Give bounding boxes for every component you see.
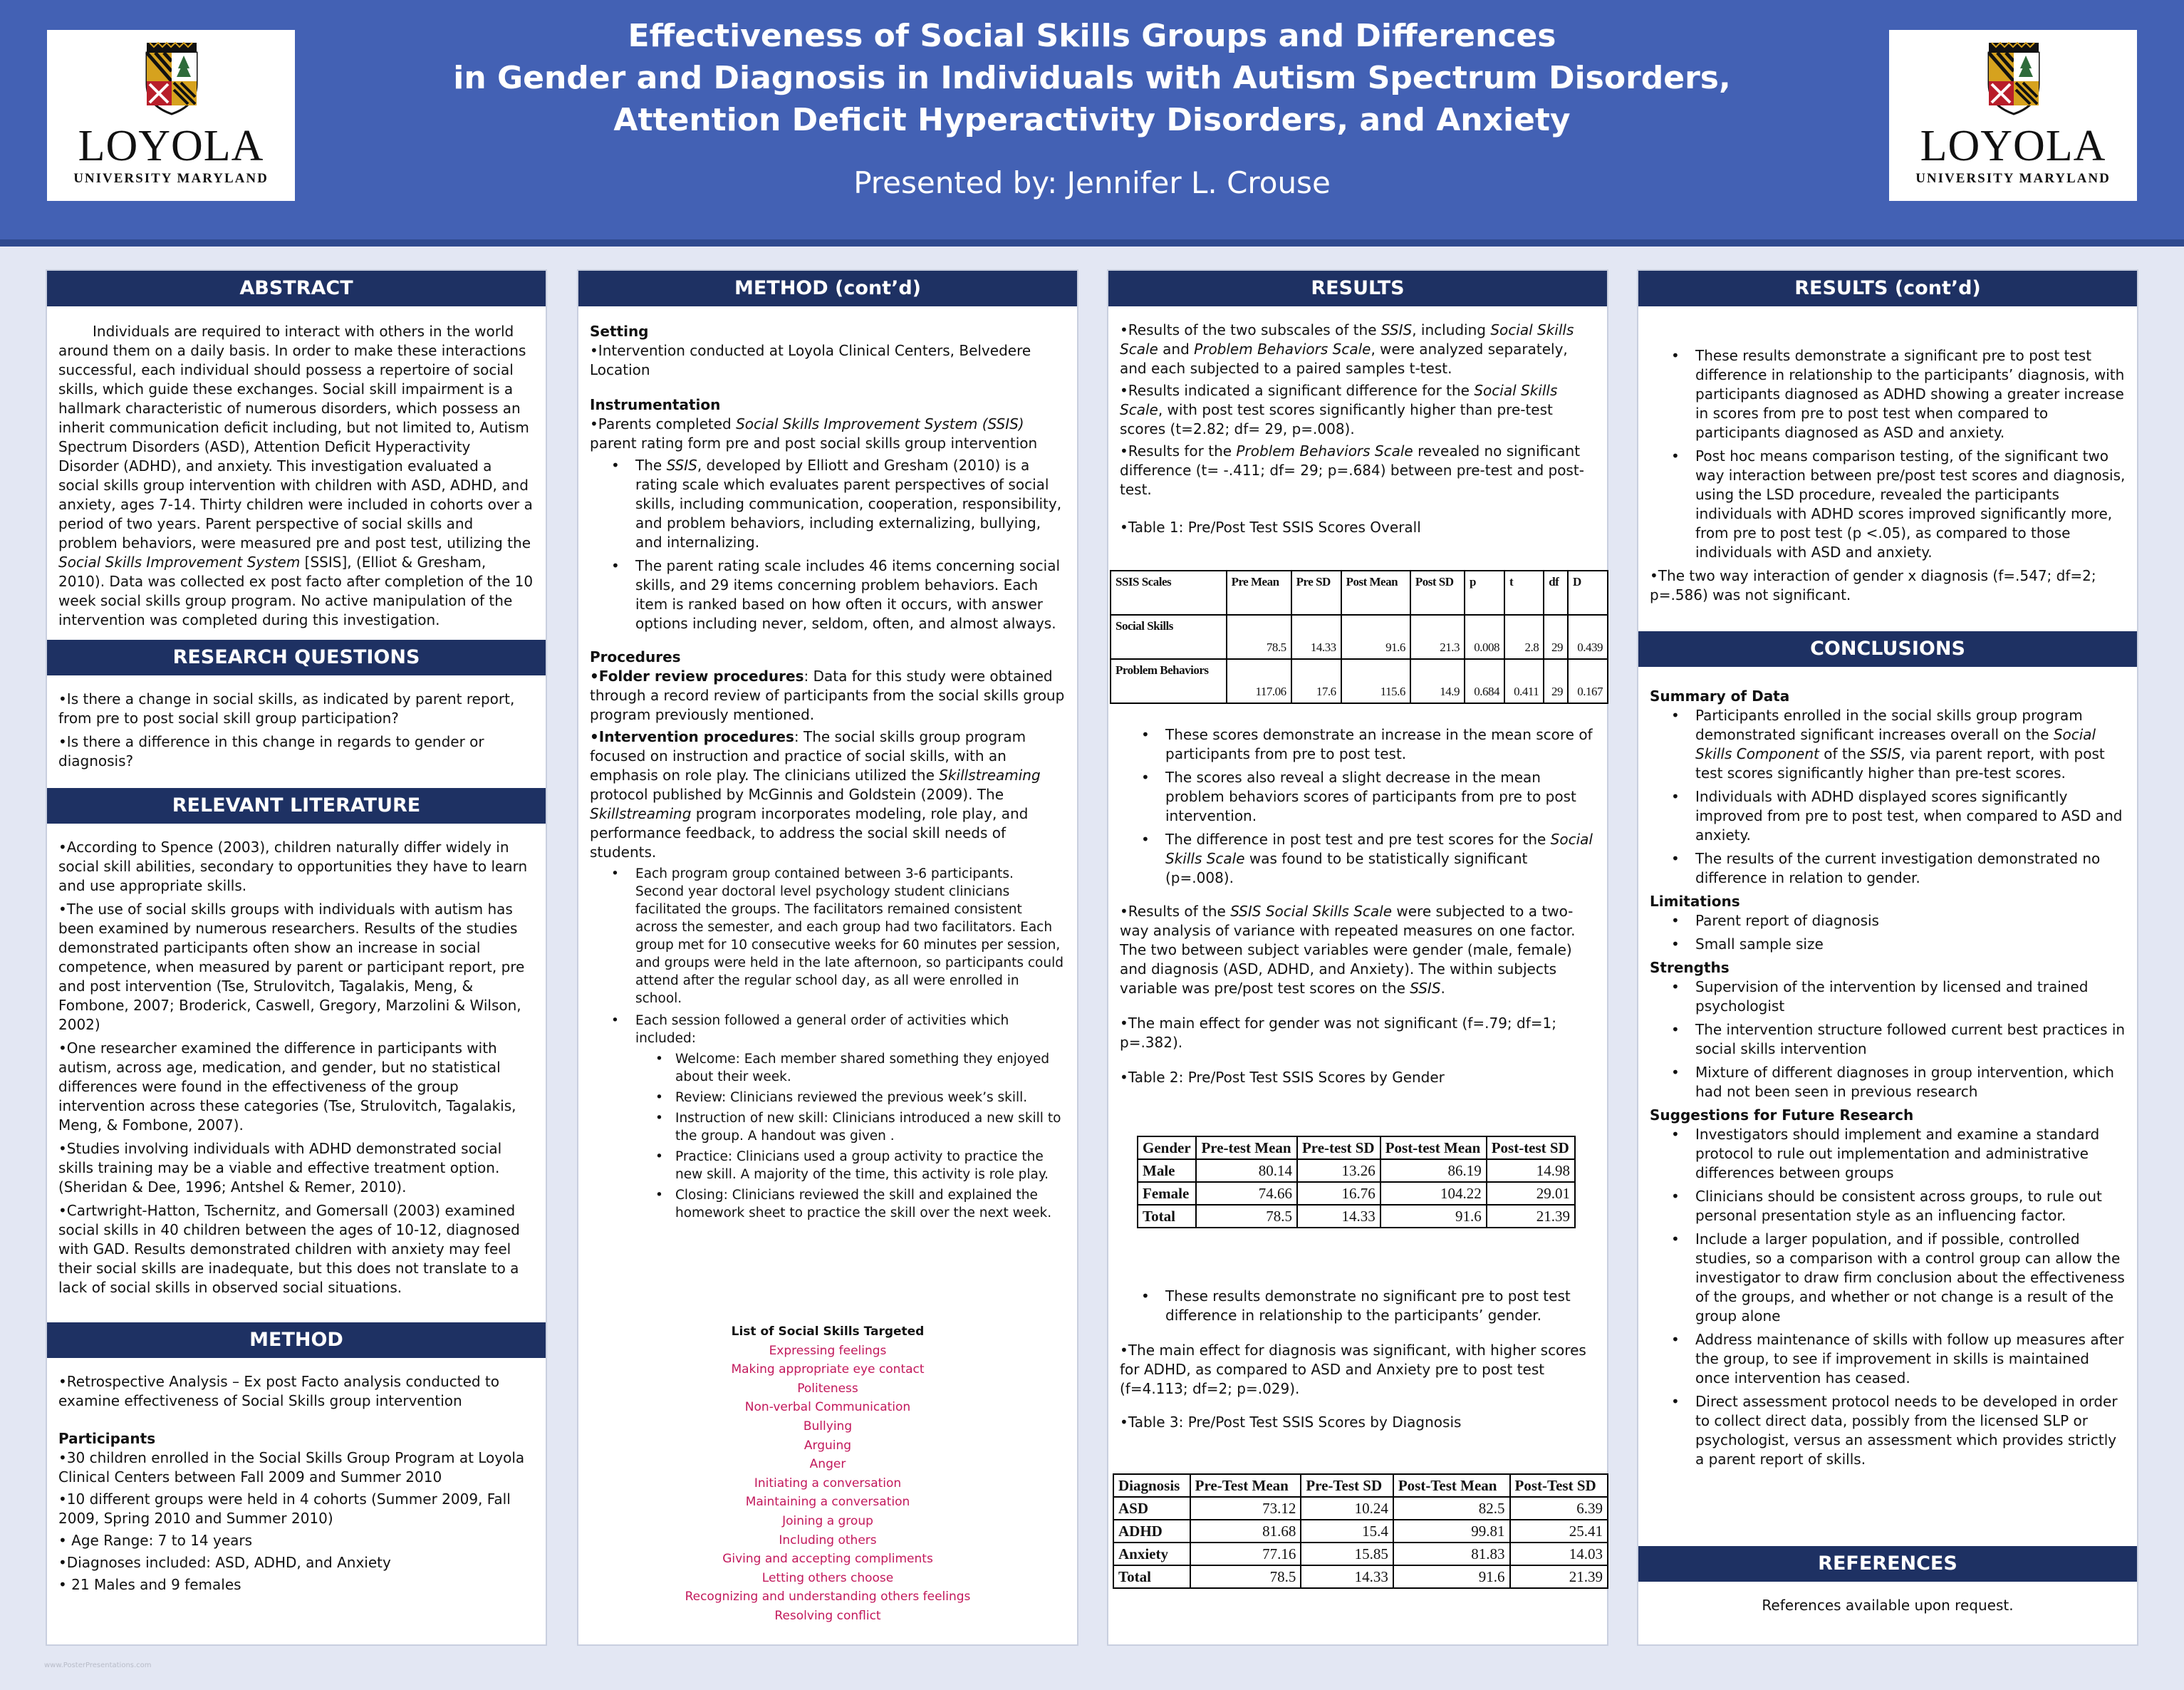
logo-subtitle: UNIVERSITY MARYLAND xyxy=(73,171,269,186)
results-body-2: • These scores demonstrate an increase in the mean score of participants from pre to post test. • The scores also reveal a slight decrease in the mean problem behaviors scores of participants from pre to post intervention. • The difference in post test and pre test scores for the Social Skills Scale was found to be statistically significant (p=.008). •Results of the SSIS Social Skills Scale were subjected to a two-way analysis of variance with repeated measures on one factor. The two between subject variables were gender (male, female) and diagnosis (ASD, ADHD, and Anxiety). The within subjects variable was pre/post test scores on the SSIS. •The main effect for gender was not significant (f=.79; df=1; p=.382). •Table 2: Pre/Post Test SSIS Scores by Gender xyxy=(1120,725,1596,1087)
table-cell: 21.39 xyxy=(1487,1205,1575,1228)
abstract-text-end: [SSIS], (Elliot & Gresham, 2010). Data was collected ex post facto after completion of the 10 week social skills group program. No active manipulation of the intervention was completed during this investigation. xyxy=(58,554,534,628)
table-cell: 14.9 xyxy=(1410,659,1465,703)
abstract-heading: ABSTRACT xyxy=(47,271,546,306)
table-2 xyxy=(1137,1136,1576,1228)
table-cell: 78.5 xyxy=(1227,615,1291,659)
participant-item: • Age Range: 7 to 14 years xyxy=(58,1532,253,1549)
table-cell: 29.01 xyxy=(1487,1182,1575,1205)
table-header-row xyxy=(1113,1474,1608,1497)
table-cell: Social Skills xyxy=(1111,615,1227,659)
title-line-3: Attention Deficit Hyperactivity Disorders, and Anxiety xyxy=(613,102,1571,138)
folder-text: : Data for this study were obtained through a record review of participants from the social skills group program previously mentioned. xyxy=(590,668,1065,723)
conclusion-bullet: • Small sample size xyxy=(1695,935,2126,954)
table-row xyxy=(1111,615,1608,659)
research-questions-heading: RESEARCH QUESTIONS xyxy=(47,640,546,675)
table-cell: Pre Mean xyxy=(1227,571,1291,615)
participant-item: •10 different groups were held in 4 cohorts (Summer 2009, Fall 2009, Spring 2010 and Summer 2010) xyxy=(58,1491,511,1527)
table-cell: Pre-test Mean xyxy=(1196,1136,1297,1159)
table-cell: 78.5 xyxy=(1196,1205,1297,1228)
future-heading: Suggestions for Future Research xyxy=(1650,1106,1914,1124)
skill-item: Recognizing and understanding others feelings xyxy=(685,1590,971,1605)
interaction-effect: •The two way interaction of gender x diagnosis (f=.547; df=2; p=.586) was not significant. xyxy=(1650,567,2096,603)
table-cell: 17.6 xyxy=(1291,659,1341,703)
diagnosis-effect: •The main effect for diagnosis was significant, with higher scores for ADHD, as compared to ASD and Anxiety pre to post test (f=4.113; df=2; p=.029). xyxy=(1120,1342,1586,1397)
poster-header xyxy=(0,0,2184,247)
table-cell: 117.06 xyxy=(1227,659,1291,703)
setting-text: •Intervention conducted at Loyola Clinical Centers, Belvedere Location xyxy=(590,342,1031,378)
session-step: • Practice: Clinicians used a group activity to practice the new skill. A majority of the time, this activity is role play. xyxy=(675,1148,1066,1183)
table-row xyxy=(1138,1182,1575,1205)
literature-item: •According to Spence (2003), children naturally differ widely in social skill abilities, secondary to opportunities they have to learn and use appropriate skills. xyxy=(58,839,528,894)
skill-item: Making appropriate eye contact xyxy=(731,1362,925,1377)
abstract-body xyxy=(58,322,534,630)
table-cell: 14.03 xyxy=(1510,1543,1608,1565)
table-cell: 14.33 xyxy=(1297,1205,1380,1228)
instr-bullet: • The parent rating scale includes 46 items concerning social skills, and 29 items concerning problem behaviors. Each item is ranked based on how often it occurs, with answer options including never, seldom, often, and almost always. xyxy=(635,556,1066,633)
table-cell: Post-Test Mean xyxy=(1393,1474,1510,1497)
literature-heading: RELEVANT LITERATURE xyxy=(47,788,546,824)
table-cell: 15.4 xyxy=(1301,1520,1393,1543)
table-cell: ASD xyxy=(1113,1497,1190,1520)
table-cell: Female xyxy=(1138,1182,1196,1205)
table-row xyxy=(1113,1520,1608,1543)
table-cell: 0.439 xyxy=(1568,615,1608,659)
table-cell: 16.76 xyxy=(1297,1182,1380,1205)
literature-item: •Studies involving individuals with ADHD demonstrated social skills training may be a viable and effective treatment option.(Sheridan & Dee, 1996; Antshel & Remer, 2010). xyxy=(58,1140,502,1196)
skill-item: Anger xyxy=(809,1457,846,1472)
table-cell: 80.14 xyxy=(1196,1159,1297,1182)
summary-heading: Summary of Data xyxy=(1650,688,1790,705)
table-row xyxy=(1113,1543,1608,1565)
results-body: •Results of the two subscales of the SSIS, including Social Skills Scale and Problem Behaviors Scale, were analyzed separately, and each subjected to a paired samples t-test. •Results indicated a significant difference for the Social Skills Scale, with post test scores significantly higher than pre-test scores (t=2.82; df= 29, p=.008). •Results for the Problem Behaviors Scale revealed no significant difference (t= -.411; df= 29; p=.684) between pre-test and post-test. •Table 1: Pre/Post Test SSIS Scores Overall xyxy=(1120,321,1596,537)
skill-item: Politeness xyxy=(797,1381,858,1396)
table-cell: 6.39 xyxy=(1510,1497,1608,1520)
conclusions-body xyxy=(1650,687,2126,1473)
table-3 xyxy=(1113,1473,1608,1589)
research-question: •Is there a difference in this change in regards to gender or diagnosis? xyxy=(58,733,484,769)
conclusion-bullet: • Mixture of different diagnoses in group intervention, which had not been seen in previous research xyxy=(1695,1063,2126,1101)
table-cell: 10.24 xyxy=(1301,1497,1393,1520)
table-cell: 0.684 xyxy=(1465,659,1504,703)
participant-item: • 21 Males and 9 females xyxy=(58,1576,241,1593)
session-step: • Closing: Clinicians reviewed the skill and explained the homework sheet to practice the skill over the next week. xyxy=(675,1186,1066,1222)
skill-item: Including others xyxy=(779,1533,877,1548)
conclusion-bullet: • Direct assessment protocol needs to be developed in order to collect direct data, possibly from the licensed SLP or psychologist, versus an assessment which provides strictly a parent report of skills. xyxy=(1695,1392,2126,1469)
session-bullet: • Each session followed a general order of activities which included: • Welcome: Each member shared something they enjoyed about their week. • Review: Clinicians reviewed the previous week’s skill. • Instruction of new skill: Clinicians introduced a new skill to the group. A handout was given . • Practice: Clinicians used a group activity to practice the new skill. A majority of the time, this activity is role play. • Closing: Clinicians reviewed the skill and explained the homework sheet to practice the skill over the next week. xyxy=(635,1012,1066,1222)
group-bullet: • Each program group contained between 3-6 participants. Second year doctoral level psychology student clinicians facilitated the groups. The facilitators remained consistent across the semester, and each group had two facilitators. Each group met for 10 consecutive weeks for 60 minutes per session, and groups were held in the late afternoon, so participants could attend after the regular school day, as all were enrolled in school. xyxy=(635,865,1066,1007)
logo-wordmark: LOYOLA xyxy=(78,122,264,170)
table-cell: 81.83 xyxy=(1393,1543,1510,1565)
skill-item: Letting others choose xyxy=(761,1570,894,1585)
table-cell: Post SD xyxy=(1410,571,1465,615)
method-heading: METHOD xyxy=(47,1322,546,1358)
folder-label: •Folder review procedures xyxy=(590,668,804,685)
instr-italic: Social Skills Improvement System (SSIS) xyxy=(736,415,1024,432)
procedures-heading: Procedures xyxy=(590,648,681,665)
social-skills-list xyxy=(578,1322,1077,1626)
loyola-shield-icon xyxy=(1982,40,2046,115)
result-bullet: • Post hoc means comparison testing, of the significant two way interaction between pre/post test scores and diagnosis, using the LSD procedure, revealed the participants individuals with ADHD scores improved significantly more, from pre to post test (p <.05), as compared to those individuals with ASD and anxiety. xyxy=(1695,447,2126,562)
table-header-row xyxy=(1111,571,1608,615)
logo-subtitle: UNIVERSITY MARYLAND xyxy=(1915,171,2111,186)
table-cell: 86.19 xyxy=(1380,1159,1487,1182)
instrumentation-heading: Instrumentation xyxy=(590,396,721,413)
table-cell: Total xyxy=(1138,1205,1196,1228)
conclusion-bullet: • Parent report of diagnosis xyxy=(1695,911,2126,930)
literature-item: •Cartwright-Hatton, Tschernitz, and Gomersall (2003) examined social skills in 40 children between the ages of 10-12, diagnosed with GAD. Results demonstrated children with anxiety may feel their social skills are inadequate, but this does not translate to a lack of social skills in observed social situations. xyxy=(58,1202,520,1296)
method-cont-body: Setting •Intervention conducted at Loyola Clinical Centers, Belvedere Location Instrumentation •Parents completed Social Skills Improvement System (SSIS) parent rating form pre and post social skills group intervention • The SSIS, developed by Elliott and Gresham (2010) is a rating scale which evaluates parent perspectives of social skills, including communication, cooperation, responsibility, and problem behaviors, including externalizing, bullying, and internalizing. • The parent rating scale includes 46 items concerning social skills, and 29 items concerning problem behaviors. Each item is ranked based on how often it occurs, with answer options including never, seldom, often, and almost always. Procedures •Folder review procedures: Data for this study were obtained through a record review of participants from the social skills group program previously mentioned. •Intervention procedures: The social skills group program focused on instruction and practice of social skills, with an emphasis on role play. The clinicians utilized the Skillstreaming protocol published by McGinnis and Goldstein (2009). The Skillstreaming program incorporates modeling, role play, and performance feedback, to address the social skill needs of students. • Each program group contained between 3-6 participants. Second year doctoral level psychology student clinicians facilitated the groups. The facilitators remained consistent across the semester, and each group had two facilitators. Each group met for 10 consecutive weeks for 60 minutes per session, and groups were held in the late afternoon, so participants could attend after the regular school day, as all were enrolled in school. • Each session followed a general order of activities which included: • Welcome: Each member shared something they enjoyed about their week. • Review: Clinicians reviewed the previous week’s skill. • Instruction of new skill: Clinicians introduced a new skill to the group. A handout was given . • Practice: Clinicians used a group activity to practice the new skill. A majority of the time, this activity is role play. • Closing: Clinicians reviewed the skill and explained the homework sheet to practice the skill over the next week. xyxy=(590,322,1066,1226)
table-cell: Post-test SD xyxy=(1487,1136,1575,1159)
table3-caption: •Table 3: Pre/Post Test SSIS Scores by Diagnosis xyxy=(1120,1414,1462,1431)
table-cell: Post-test Mean xyxy=(1380,1136,1487,1159)
instr-text: parent rating form pre and post social skills group intervention xyxy=(590,435,1038,452)
skill-item: Expressing feelings xyxy=(769,1343,887,1358)
research-questions-body xyxy=(58,690,534,771)
results-body-3 xyxy=(1120,1287,1596,1432)
result-bullet: • These results demonstrate no significant pre to post test difference in relationship to the participants’ gender. xyxy=(1165,1287,1596,1325)
table-cell: 99.81 xyxy=(1393,1520,1510,1543)
table-header-row xyxy=(1138,1136,1575,1159)
table-cell: 14.33 xyxy=(1301,1565,1393,1588)
table-cell: 81.68 xyxy=(1190,1520,1301,1543)
table-cell: Anxiety xyxy=(1113,1543,1190,1565)
table-row xyxy=(1113,1565,1608,1588)
table-cell: 91.6 xyxy=(1393,1565,1510,1588)
conclusions-heading: CONCLUSIONS xyxy=(1638,631,2137,667)
footer-credit: www.PosterPresentations.com xyxy=(44,1662,152,1669)
table2-caption: •Table 2: Pre/Post Test SSIS Scores by Gender xyxy=(1120,1069,1445,1086)
conclusion-bullet: • Participants enrolled in the social skills group program demonstrated significant increases overall on the Social Skills Component of the SSIS, via parent report, with post test scores significantly higher than pre-test scores. xyxy=(1695,706,2126,783)
table-cell: 2.8 xyxy=(1504,615,1544,659)
gender-effect: •The main effect for gender was not significant (f=.79; df=1; p=.382). xyxy=(1120,1015,1556,1051)
conclusion-bullet: • Address maintenance of skills with follow up measures after the group, to see if improvement in skills is maintained once intervention has ceased. xyxy=(1695,1330,2126,1388)
research-question: •Is there a change in social skills, as indicated by parent report, from pre to post social skill group participation? xyxy=(58,690,515,727)
participant-item: •Diagnoses included: ASD, ADHD, and Anxiety xyxy=(58,1554,391,1571)
table-cell: 104.22 xyxy=(1380,1182,1487,1205)
table-cell: df xyxy=(1544,571,1568,615)
title-line-1: Effectiveness of Social Skills Groups and Differences xyxy=(628,18,1556,54)
skills-title: List of Social Skills Targeted xyxy=(731,1324,925,1339)
table-cell: p xyxy=(1465,571,1504,615)
table-cell: 13.26 xyxy=(1297,1159,1380,1182)
conclusion-bullet: • The intervention structure followed current best practices in social skills intervention xyxy=(1695,1020,2126,1059)
table-cell: 14.98 xyxy=(1487,1159,1575,1182)
table-cell: Diagnosis xyxy=(1113,1474,1190,1497)
column-4 xyxy=(1637,269,2138,1646)
conclusion-bullet: • Investigators should implement and examine a standard protocol to rule out implementation and administrative differences between groups xyxy=(1695,1125,2126,1183)
result-bullet: • The difference in post test and pre test scores for the Social Skills Scale was found to be statistically significant (p=.008). xyxy=(1165,830,1596,888)
column-3 xyxy=(1107,269,1608,1646)
table-cell: 91.6 xyxy=(1341,615,1410,659)
session-step: • Review: Clinicians reviewed the previous week’s skill. xyxy=(675,1089,1066,1106)
method-body xyxy=(58,1372,534,1595)
table-cell: 25.41 xyxy=(1510,1520,1608,1543)
table-cell: 29 xyxy=(1544,615,1568,659)
skill-item: Initiating a conversation xyxy=(754,1476,902,1491)
column-2 xyxy=(577,269,1078,1646)
table-row xyxy=(1113,1497,1608,1520)
abstract-text: Individuals are required to interact with others in the world around them on a daily basis. In order to make these interactions successful, each individual should possess a repertoire of social skills, which guide these exchanges. Social skill impairment is a hallmark characteristic of numerous disorders, which possess an inherit communication deficit including, but not limited to, Autism Spectrum Disorders (ASD), Attention Deficit Hyperactivity Disorder (ADHD), and anxiety. This investigation evaluated a social skills group intervention with children with ASD, ADHD, and anxiety, ages 7-14. Thirty children were included in cohorts over a period of two years. Parent perspective of social skills and problem behaviors, were measured pre and post test, utilizing the xyxy=(58,323,533,551)
table-cell: SSIS Scales xyxy=(1111,571,1227,615)
table-cell: 0.167 xyxy=(1568,659,1608,703)
result-bullet: • These scores demonstrate an increase in the mean score of participants from pre to post test. xyxy=(1165,725,1596,764)
table-cell: 21.39 xyxy=(1510,1565,1608,1588)
table-cell: 77.16 xyxy=(1190,1543,1301,1565)
conclusion-bullet: • Supervision of the intervention by licensed and trained psychologist xyxy=(1695,978,2126,1016)
table1-caption: •Table 1: Pre/Post Test SSIS Scores Overall xyxy=(1120,519,1421,536)
participant-item: •30 children enrolled in the Social Skills Group Program at Loyola Clinical Centers between Fall 2009 and Summer 2010 xyxy=(58,1449,525,1486)
abstract-ssis: Social Skills Improvement System xyxy=(58,554,301,571)
limitations-heading: Limitations xyxy=(1650,893,1740,910)
table-cell: Post Mean xyxy=(1341,571,1410,615)
table-cell: Pre-test SD xyxy=(1297,1136,1380,1159)
intervention-label: •Intervention procedures xyxy=(590,728,794,745)
table-cell: 82.5 xyxy=(1393,1497,1510,1520)
table-1 xyxy=(1110,570,1608,704)
strengths-heading: Strengths xyxy=(1650,959,1730,976)
skill-item: Maintaining a conversation xyxy=(745,1495,910,1510)
method-cont-heading: METHOD (cont’d) xyxy=(578,271,1077,306)
table-row xyxy=(1111,659,1608,703)
table-cell: 21.3 xyxy=(1410,615,1465,659)
skill-item: Giving and accepting compliments xyxy=(722,1552,933,1567)
skill-item: Resolving conflict xyxy=(774,1608,881,1623)
table-cell: Pre-Test SD xyxy=(1301,1474,1393,1497)
table-cell: 0.411 xyxy=(1504,659,1544,703)
results-cont-heading: RESULTS (cont’d) xyxy=(1638,271,2137,306)
skill-item: Non-verbal Communication xyxy=(744,1400,911,1415)
table-cell: Male xyxy=(1138,1159,1196,1182)
table-cell: 14.33 xyxy=(1291,615,1341,659)
result-bullet: • The scores also reveal a slight decrease in the mean problem behaviors scores of participants from pre to post intervention. xyxy=(1165,768,1596,826)
skill-item: Joining a group xyxy=(782,1513,873,1528)
instr-bullet: • The SSIS, developed by Elliott and Gresham (2010) is a rating scale which evaluates parent perspectives of social skills, including communication, cooperation, responsibility, and problem behaviors, including externalizing, bullying, and internalizing. xyxy=(635,456,1066,552)
conclusion-bullet: • Include a larger population, and if possible, controlled studies, so a comparison with a control group can allow the investigator to draw firm conclusion about the effectiveness of the groups, and whether or not change is a result of the group alone xyxy=(1695,1230,2126,1326)
table-cell: t xyxy=(1504,571,1544,615)
title-line-2: in Gender and Diagnosis in Individuals with Autism Spectrum Disorders, xyxy=(453,60,1731,96)
result-bullet: • These results demonstrate a significant pre to post test difference in relationship to the participants’ diagnosis, with participants diagnosed as ADHD showing a greater increase in scores from pre to post test when compared to participants diagnosed as ASD and anxiety. xyxy=(1695,346,2126,442)
table-cell: 0.008 xyxy=(1465,615,1504,659)
setting-heading: Setting xyxy=(590,323,649,340)
table-cell: 73.12 xyxy=(1190,1497,1301,1520)
presenter-line: Presented by: Jennifer L. Crouse xyxy=(853,165,1331,200)
participants-heading: Participants xyxy=(58,1430,156,1447)
table-cell: 29 xyxy=(1544,659,1568,703)
table-row xyxy=(1138,1159,1575,1182)
instr-text: •Parents completed xyxy=(590,415,737,432)
table-cell: 74.66 xyxy=(1196,1182,1297,1205)
method-intro: •Retrospective Analysis – Ex post Facto analysis conducted to examine effectiveness of Social Skills group intervention xyxy=(58,1373,500,1409)
table-row xyxy=(1138,1205,1575,1228)
table-cell: D xyxy=(1568,571,1608,615)
loyola-logo-right xyxy=(1889,30,2137,201)
conclusion-bullet: • Individuals with ADHD displayed scores significantly improved from pre to post test, when compared to ASD and anxiety. xyxy=(1695,787,2126,845)
skill-item: Bullying xyxy=(803,1419,853,1434)
table-cell: 91.6 xyxy=(1380,1205,1487,1228)
literature-body xyxy=(58,838,534,1297)
table-cell: 115.6 xyxy=(1341,659,1410,703)
session-step: • Instruction of new skill: Clinicians introduced a new skill to the group. A handout was given . xyxy=(675,1109,1066,1145)
literature-item: •One researcher examined the difference in participants with autism, across age, medication, and gender, but no statistical differences were found in the effectiveness of the group intervention across these categories (Tse, Strulovitch, Tagalakis, Meng, & Fombone, 2007). xyxy=(58,1040,516,1134)
table-cell: Pre-Test Mean xyxy=(1190,1474,1301,1497)
session-step: • Welcome: Each member shared something they enjoyed about their week. xyxy=(675,1050,1066,1086)
results-cont-body xyxy=(1650,346,2126,605)
table-cell: Total xyxy=(1113,1565,1190,1588)
references-text: References available upon request. xyxy=(1762,1597,2014,1614)
logo-wordmark: LOYOLA xyxy=(1920,122,2106,170)
table-cell: Gender xyxy=(1138,1136,1196,1159)
table-cell: Pre SD xyxy=(1291,571,1341,615)
literature-item: •The use of social skills groups with individuals with autism has been examined by numerous researchers. Results of the studies demonstrated participants often show an increase in social competence, when measured by parent or participant report, pre and post intervention (Tse, Strulovitch, Tagalakis, Meng, & Fombone, 2007; Broderick, Caswell, Gregory, Marzolini & Wilson, 2002) xyxy=(58,901,525,1033)
table-cell: ADHD xyxy=(1113,1520,1190,1543)
column-1 xyxy=(46,269,547,1646)
skill-item: Arguing xyxy=(804,1438,852,1453)
table-cell: Problem Behaviors xyxy=(1111,659,1227,703)
conclusion-bullet: • The results of the current investigation demonstrated no difference in relation to gender. xyxy=(1695,849,2126,888)
table-cell: 78.5 xyxy=(1190,1565,1301,1588)
conclusion-bullet: • Clinicians should be consistent across groups, to rule out personal presentation style as an influencing factor. xyxy=(1695,1187,2126,1225)
table-cell: 15.85 xyxy=(1301,1543,1393,1565)
results-heading: RESULTS xyxy=(1108,271,1607,306)
table-cell: Post-Test SD xyxy=(1510,1474,1608,1497)
references-heading: REFERENCES xyxy=(1638,1546,2137,1582)
